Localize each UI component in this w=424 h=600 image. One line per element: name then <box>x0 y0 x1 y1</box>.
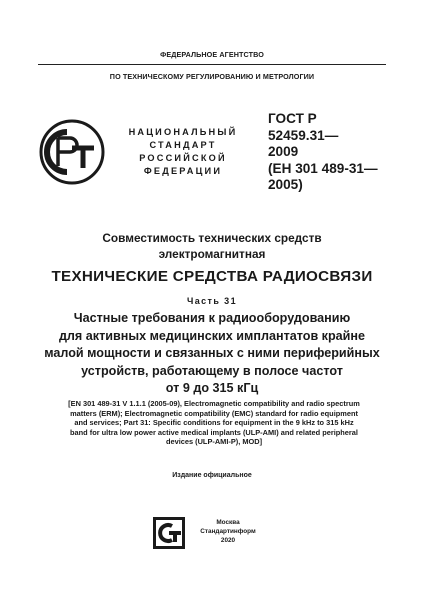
standartinform-logo-icon <box>153 517 185 549</box>
agency-line-2: ПО ТЕХНИЧЕСКОМУ РЕГУЛИРОВАНИЮ И МЕТРОЛОГИИ <box>109 72 315 81</box>
designation-line: 2005) <box>268 177 303 192</box>
national-standard-line: СТАНДАРТ <box>149 140 217 150</box>
publisher-info <box>198 518 258 545</box>
part-label: Часть 31 <box>187 296 237 306</box>
subtitle-line: малой мощности и связанных с ними периферийных <box>44 346 380 360</box>
en-reference-line: and services; Part 31: Specific conditions for equipment in the 9 kHz to 315 kHz <box>74 418 354 428</box>
title-line-1: Совместимость технических средств <box>102 231 322 245</box>
rst-certification-mark-icon <box>38 118 106 186</box>
main-title: ТЕХНИЧЕСКИЕ СРЕДСТВА РАДИОСВЯЗИ <box>51 268 373 285</box>
publisher-name: Стандартинформ <box>200 528 256 535</box>
agency-line-1: ФЕДЕРАЛЬНОЕ АГЕНТСТВО <box>160 50 264 59</box>
en-reference-line: band for ultra low power active medical implants (ULP-AMI) and related peripheral <box>70 427 358 437</box>
national-standard-line: НАЦИОНАЛЬНЫЙ <box>128 127 238 137</box>
standard-designation <box>268 111 378 194</box>
publisher-year: 2020 <box>220 537 236 544</box>
en-reference-line: matters (ERM); Electromagnetic compatibility (EMC) standard for radio equipment <box>70 408 358 418</box>
designation-line: 2009 <box>268 144 299 159</box>
en-reference-line: [EN 301 489-31 V 1.1.1 (2005-09), Electromagnetic compatibility and radio spectrum <box>68 399 360 408</box>
national-standard-line: РОССИЙСКОЙ <box>139 153 227 163</box>
national-standard-label <box>128 126 238 178</box>
subtitle-line: устройств, работающему в полосе частот <box>81 363 343 378</box>
designation-line: 52459.31— <box>268 127 339 143</box>
designation-line: ГОСТ Р <box>268 111 317 126</box>
en-reference-line: devices (ULP-AMI-P), MOD] <box>165 437 263 447</box>
subtitle-line: Частные требования к радиооборудованию <box>73 311 351 325</box>
designation-line: (ЕН 301 489-31— <box>268 160 378 176</box>
national-standard-line: ФЕДЕРАЦИИ <box>143 166 223 176</box>
subtitle <box>20 310 404 398</box>
header-divider <box>38 64 386 65</box>
publisher-city: Москва <box>216 519 240 526</box>
en-reference <box>54 399 374 447</box>
subtitle-line: для активных медицинских имплантатов крайне <box>58 328 366 343</box>
title-line-2: электромагнитная <box>158 247 266 261</box>
subtitle-line: от 9 до 315 кГц <box>165 381 259 395</box>
edition-label: Издание официальное <box>172 472 252 479</box>
